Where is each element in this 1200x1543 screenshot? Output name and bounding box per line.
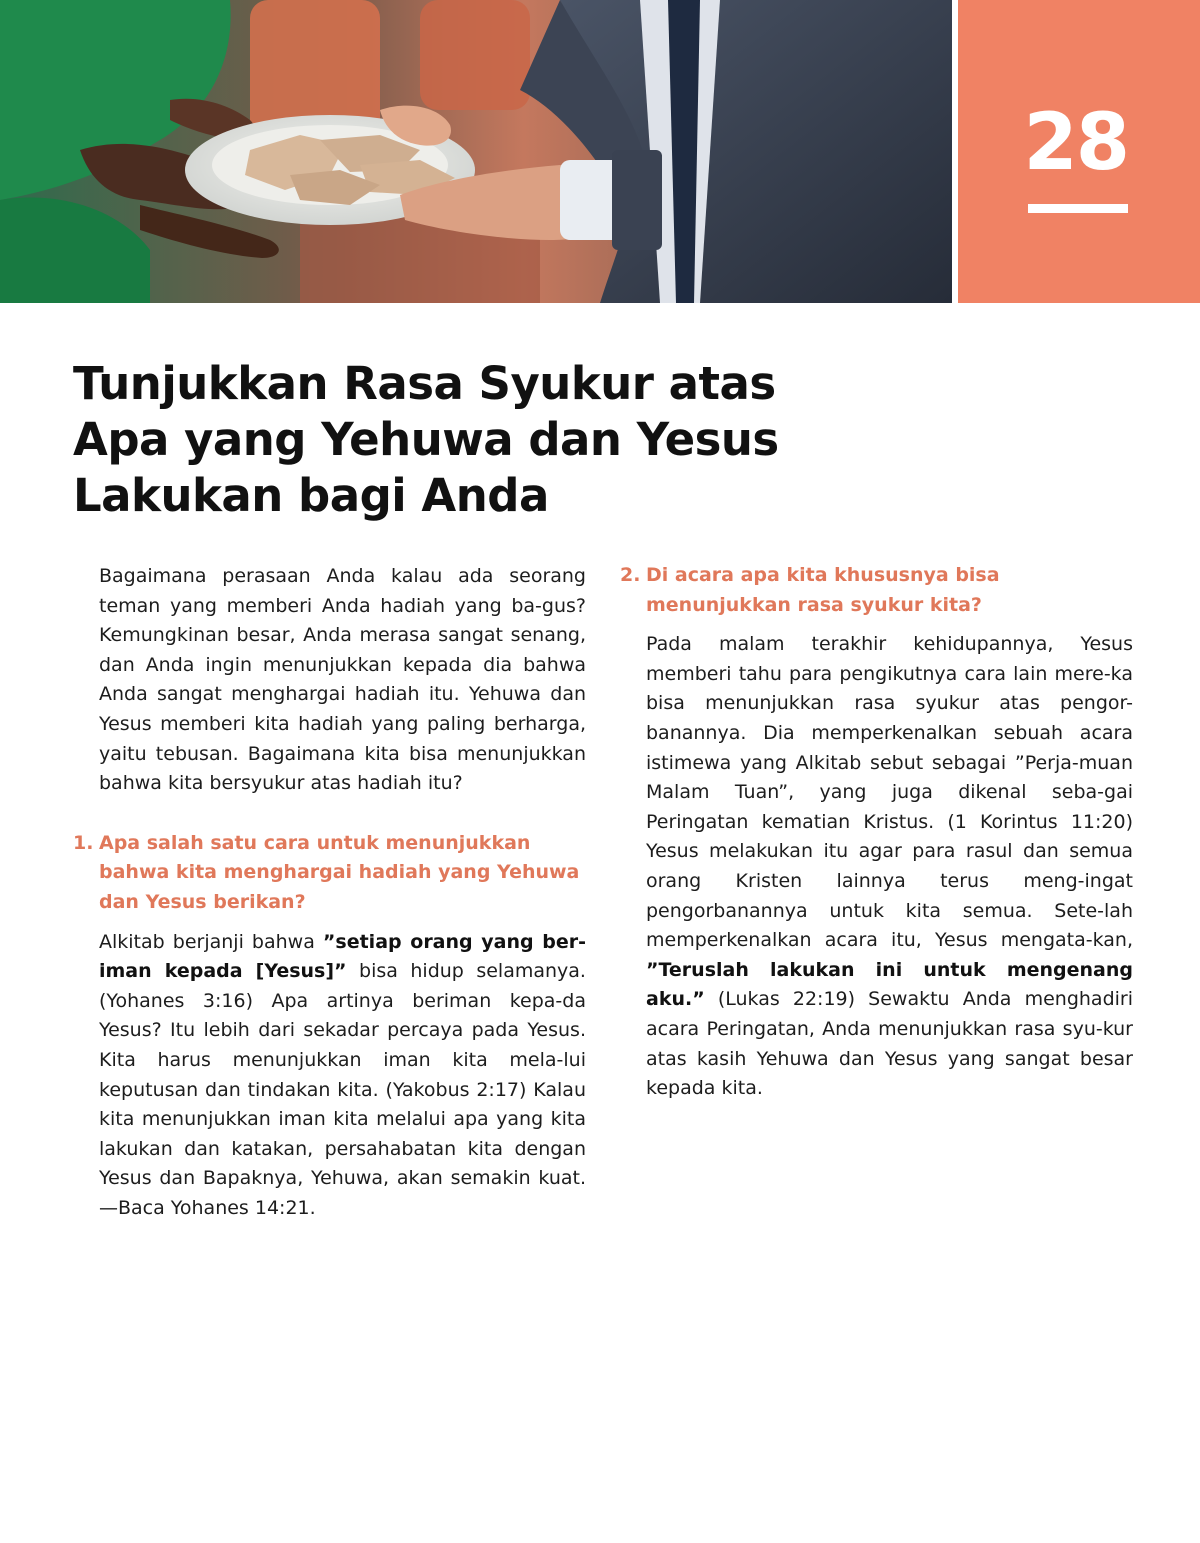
answer-2-text-end: (Lukas 22:19) Sewaktu Anda menghadiri acara Peringatan, Anda menunjukkan rasa syu-kur atas kasih Yehuwa dan Yesus yang sangat besar kepada kita. [646,988,1133,1100]
answer-2-scripture-quote: ”Teruslah lakukan ini untuk mengenang aku.” [646,958,1133,1011]
question-1-heading [73,829,586,918]
answer-2-paragraph [620,630,1133,1104]
answer-1-text-start: Alkitab berjanji bahwa [99,930,323,953]
question-2-number: 2. [620,564,641,586]
answer-2-text-start: Pada malam terakhir kehidupannya, Yesus memberi tahu para pengikutnya cara lain mere-ka bisa menunjukkan rasa syukur atas pengor-banannya. Dia memperkenalkan sebuah acara istimewa yang Alkitab sebut sebagai ”Perja-muan Malam Tuan”, yang juga dikenal seba-gai Peringatan kematian Kristus. (1 Korintus 11:20) Yesus melakukan itu agar para rasul dan semua orang Kristen lainnya terus meng-ingat pengorbanannya untuk kita semua. Sete-lah memperkenalkan acara itu, Yesus mengata-kan, [646,633,1133,952]
intro-paragraph: Bagaimana perasaan Anda kalau ada seorang teman yang memberi Anda hadiah yang ba-gus? Kemungkinan besar, Anda merasa sangat senang, dan Anda ingin menunjukkan kepada dia bahwa Anda sangat menghargai hadiah itu. Yehuwa dan Yesus memberi kita hadiah yang paling berharga, yaitu tebusan. Bagaimana kita bisa menunjukkan bahwa kita bersyukur atas hadiah itu? [99,565,586,795]
question-1-number: 1. [73,831,94,854]
question-2-heading [620,561,1133,620]
answer-1-text-end: bisa hidup selamanya. (Yohanes 3:16) Apa artinya beriman kepa-da Yesus? Itu lebih dari sekadar percaya pada Yesus. Kita harus menunjukkan iman kita mela-lui keputusan dan tindakan kita. (Yakobus 2:17) Kalau kita menunjukkan iman kita melalui apa yang kita lakukan dan katakan, persahabatan kita dengan Yesus dan Bapaknya, Yehuwa, akan semakin kuat.—Baca Yohanes 14:21. [99,960,586,1219]
question-2-text: Di acara apa kita khususnya bisa menunjukkan rasa syukur kita? [646,564,1000,616]
lesson-number: 28 [1023,98,1128,188]
page-title: Tunjukkan Rasa Syukur atas Apa yang Yehuwa dan Yesus Lakukan bagi Anda [73,357,779,522]
answer-1-paragraph [73,928,586,1224]
right-column [620,562,1133,1104]
header-photo [0,0,952,303]
lesson-number-tile [958,0,1200,303]
question-1-text: Apa salah satu cara untuk menunjukkan bahwa kita menghargai hadiah yang Yehuwa dan Yesus berikan? [99,831,580,913]
answer-1-scripture-quote: ”setiap orang yang ber-iman kepada [Yesus]” [99,930,586,983]
lesson-number-underline [1028,204,1128,213]
left-column [73,562,586,1223]
